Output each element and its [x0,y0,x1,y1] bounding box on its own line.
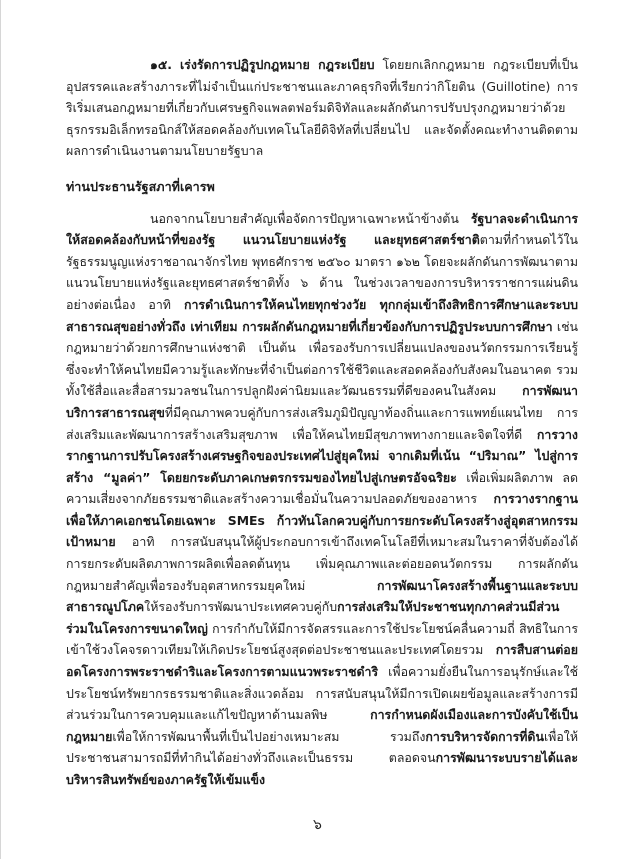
text-run: การกำกับให้มีการจัดสรรและการใช้ประโยชน์คลื่นความถี่ สิทธิในการเข้าใช้วงโคจรดาวเทียมให้เกิดประโยชน์สูงสุดต่อประชาชนและประเทศโดยรวม [66,620,578,658]
main-paragraph [66,208,578,791]
section-15-paragraph [66,54,578,162]
section-15-number: ๑๕. [150,57,172,72]
text-run: ที่มีคุณภาพควบคู่กับการส่งเสริมภูมิปัญญาท้องถิ่นและการแพทย์แผนไทย การส่งเสริมและพัฒนาการสร้างเสริมสุขภาพ เพื่อให้คนไทยมีสุขภาพทางกายและจิตใจที่ดี [66,404,578,442]
bold-run: การกำหนดผังเมืองและการบังคับใช้เป็นกฎหมาย [66,707,578,744]
bold-run: การดำเนินการให้คนไทยทุกช่วงวัย ทุกกลุ่มเข้าถึงสิทธิการศึกษาและระบบสาธารณสุขอย่างทั่วถึง เท่าเทียม การผลักดันกฎหมายที่เกี่ยวข้องกับการปฏิรูประบบการศึกษา [66,296,578,334]
bold-run: การวางรากฐานการปรับโครงสร้างเศรษฐกิจของประเทศไปสู่ยุคใหม่ จากเดิมที่เน้น “ปริมาณ” ไปสู่การสร้าง “มูลค่า” โดยยกระดับภาคเกษตรกรรมของไทยไปสู่เกษตรอัจฉริยะ [66,426,578,485]
text-run: เพื่อให้ประชาชนสามารถมีที่ทำกินได้อย่างทั่วถึงและเป็นธรรม ตลอดจน [66,728,578,766]
bold-run: การพัฒนาโครงสร้างพื้นฐานและระบบสาธารณูปโภค [66,577,578,615]
section-15-title: เร่งรัดการปฏิรูปกฎหมาย กฎระเบียบ [179,57,375,72]
text-run: อาทิ การสนับสนุนให้ผู้ประกอบการเข้าถึงเทคโนโลยีที่เหมาะสมในราคาที่จับต้องได้ การยกระดับผลิตภาพการผลิตเพื่อลดต้นทุน เพิ่มคุณภาพและต่อยอดนวัตกรรม การผลักดันกฎหมายสำคัญเพื่อรองรับอุตสาหกรรมยุคใหม่ [66,534,578,593]
page-content [66,40,578,791]
bold-run: การส่งเสริมให้ประชาชนทุกภาคส่วนมีส่วนร่วมในโครงการขนาดใหญ่ [66,599,560,636]
bold-run: การพัฒนาระบบรายได้และบริหารสินทรัพย์ของภาครัฐให้เข้มแข็ง [66,750,578,787]
text-run: ให้รองรับการพัฒนาประเทศควบคู่กับ [144,599,338,615]
bold-run: รัฐบาลจะดำเนินการให้สอดคล้องกับหน้าที่ของรัฐ แนวนโยบายแห่งรัฐ และยุทธศาสตร์ชาติ [66,210,578,248]
bold-run: การวางรากฐานเพื่อให้ภาคเอกชนโดยเฉพาะ SMEs ก้าวทันโลกควบคู่กับการยกระดับโครงสร้างสู่อุตสาหกรรมเป้าหมาย [66,491,578,550]
text-run: เช่น กฎหมายว่าด้วยการศึกษาแห่งชาติ เป็นต้น เพื่อรองรับการเปลี่ยนแปลงของนวัตกรรมการเรียนรู้ ซึ่งจะทำให้คนไทยมีความรู้และทักษะที่จำเป็นต่อการใช้ชีวิตและสอดคล้องกับสังคมในอนาคต รวมทั้งใช้สื่อและสื่อสารมวลชนในการปลูกฝังค่านิยมและวัฒนธรรมที่ดีของคนในสังคม [66,318,578,399]
bold-run: การพัฒนาบริการสาธารณสุข [66,383,578,420]
text-run: เพื่อเพิ่มผลิตภาพ ลดความเสี่ยงจากภัยธรรมชาติและสร้างความเชื่อมั่นในความปลอดภัยของอาหาร [66,469,578,507]
text-run: ตามที่กำหนดไว้ในรัฐธรรมนูญแห่งราชอาณาจักรไทย พุทธศักราช ๒๕๖๐ มาตรา ๑๖๒ โดยจะผลักดันการพัฒนาตามแนวนโยบายแห่งรัฐและยุทธศาสตร์ชาติทั้ง ๖ ด้าน ในช่วงเวลาของการบริหารราชการแผ่นดินอย่างต่อเนื่อง อาทิ [66,232,578,312]
text-run: นอกจากนโยบายสำคัญเพื่อจัดการปัญหาเฉพาะหน้าข้างต้น [150,210,471,226]
page-number: ๖ [313,817,322,833]
text-run: เพื่อความยั่งยืนในการอนุรักษ์และใช้ประโยชน์ทรัพยากรธรรมชาติและสิ่งแวดล้อม การสนับสนุนให้มีการเปิดเผยข้อมูลและสร้างการมีส่วนร่วมในการควบคุมและแก้ไขปัญหาด้านมลพิษ [66,664,578,723]
salutation-heading: ท่านประธานรัฐสภาที่เคารพ [66,178,215,194]
bold-run: การสืบสานต่อยอดโครงการพระราชดำริและโครงการตามแนวพระราชดำริ [66,642,578,680]
section-15-text: โดยยกเลิกกฎหมาย กฎระเบียบที่เป็นอุปสรรคและสร้างภาระที่ไม่จำเป็นแก่ประชาชนและภาคธุรกิจที่เรียกว่ากิโยติน (Guillotine) การริเริ่มเสนอกฎหมายที่เกี่ยวกับเศรษฐกิจแพลตฟอร์มดิจิทัลและผลักดันการปรับปรุงกฎหมายว่าด้วยธุรกรรมอิเล็กทรอนิกส์ให้สอดคล้องกับเทคโนโลยีดิจิทัลที่เปลี่ยนไป และจัดตั้งคณะทำงานติดตามผลการดำเนินงานตามนโยบายรัฐบาล [66,57,578,159]
text-run: เพื่อให้การพัฒนาพื้นที่เป็นไปอย่างเหมาะสม รวมถึง [112,728,426,744]
bold-run: การบริหารจัดการที่ดิน [425,728,544,744]
